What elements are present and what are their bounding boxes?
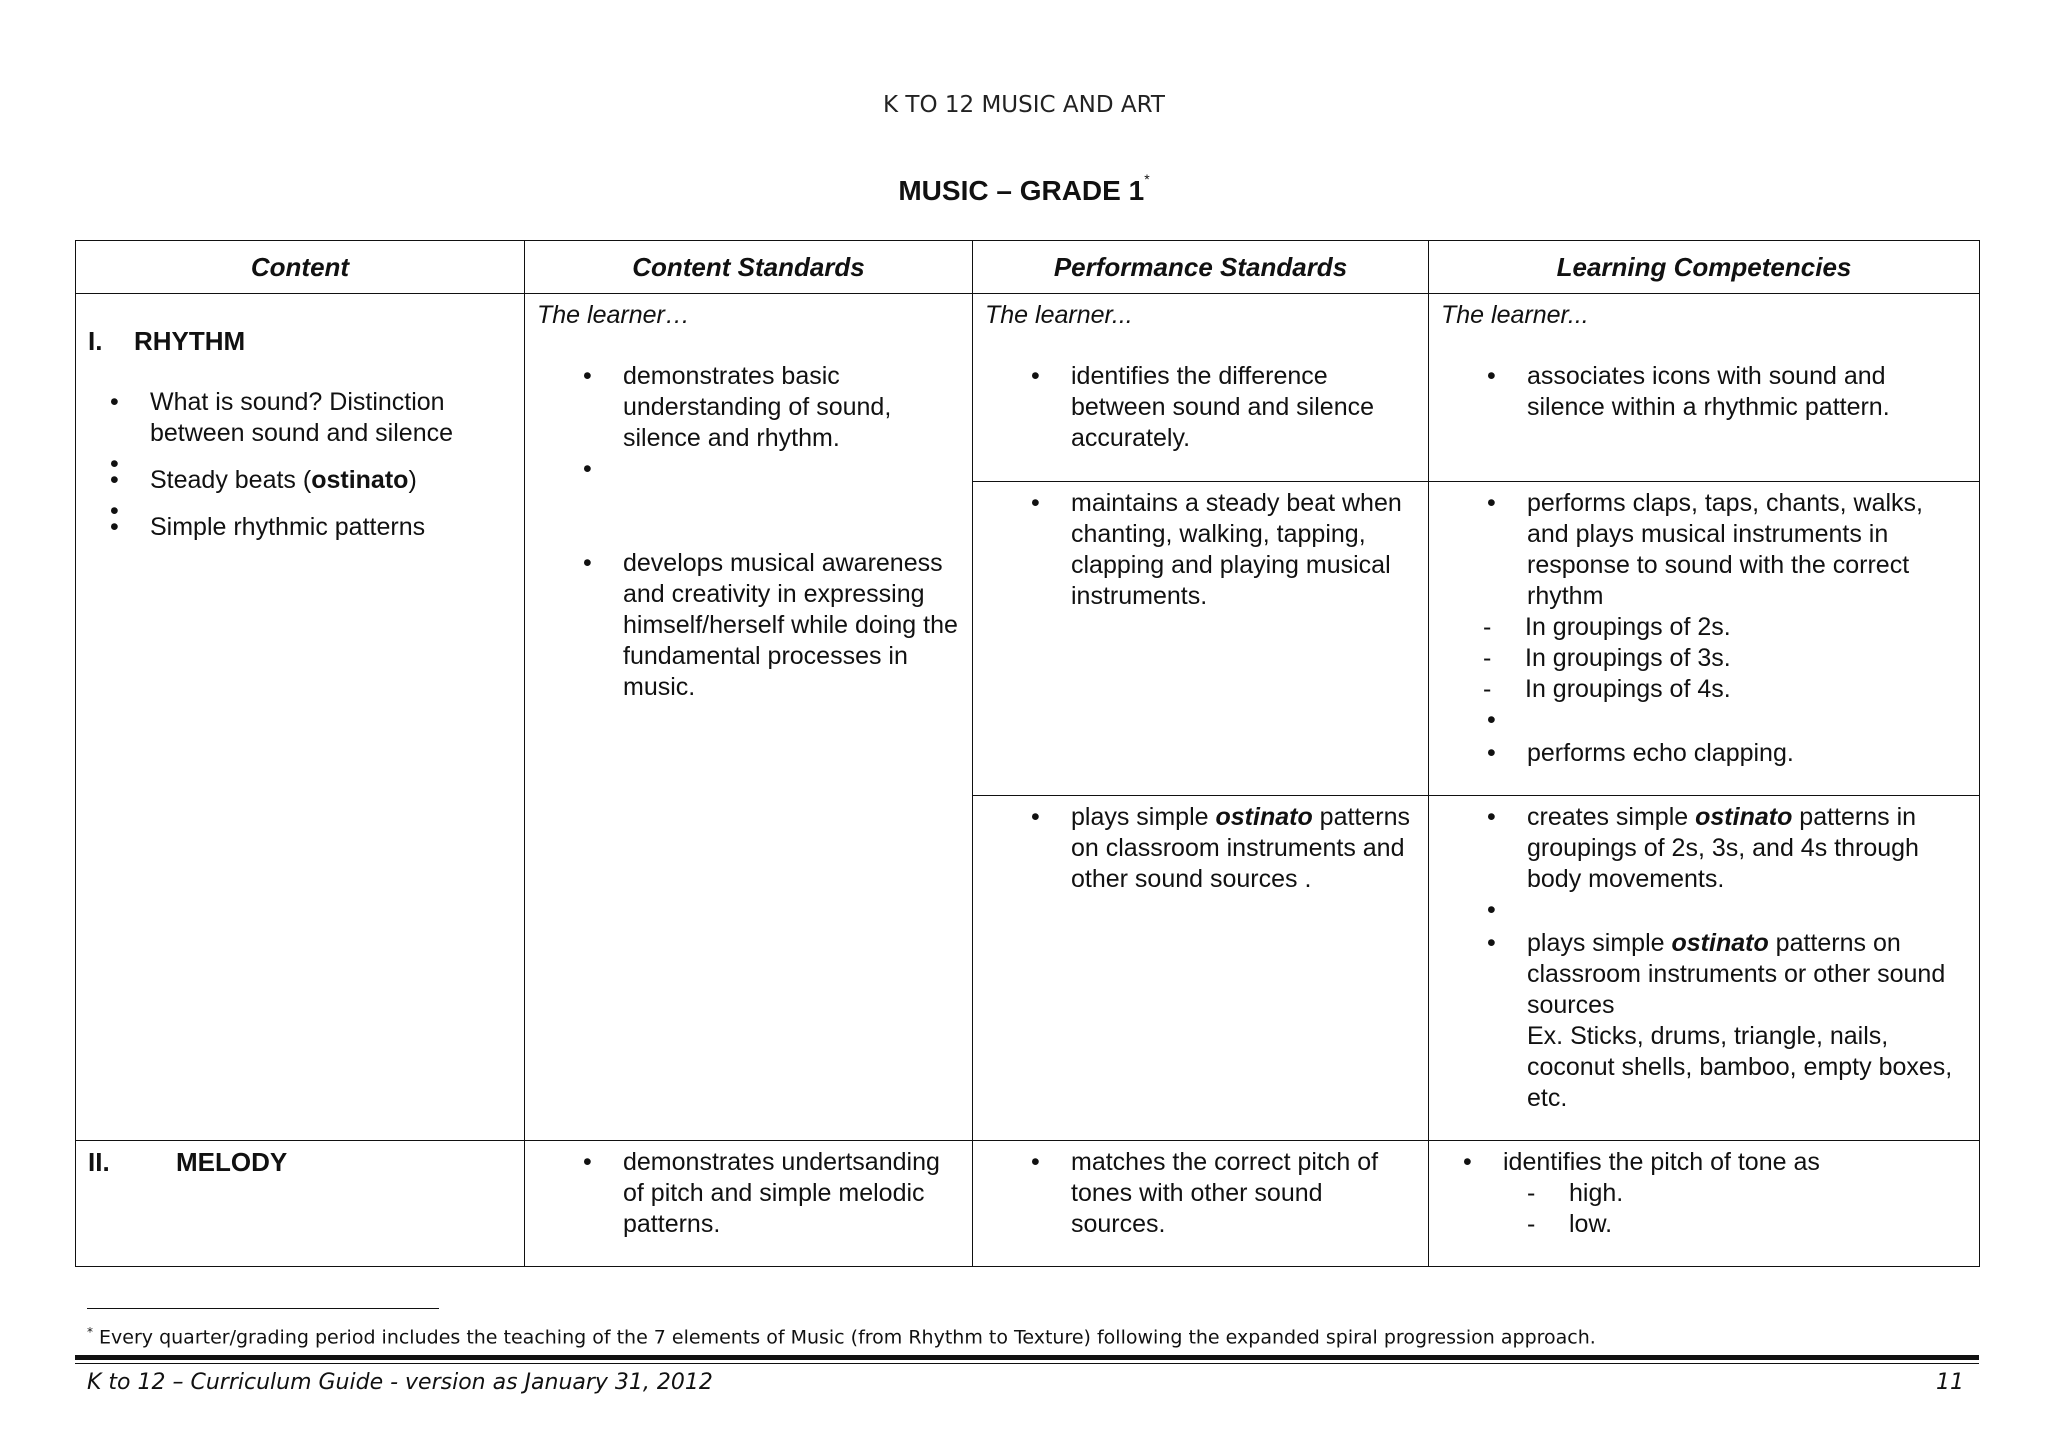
section-name: MELODY <box>176 1147 288 1177</box>
content-cell-melody <box>76 1141 525 1267</box>
grouping-item: - In groupings of 2s. <box>1483 612 1969 643</box>
footnote-mark: * <box>87 1325 93 1339</box>
grouping-list <box>1483 612 1969 705</box>
column-header-content-standards: Content Standards <box>525 241 973 294</box>
table-row <box>76 1141 1980 1267</box>
footnote-text: Every quarter/grading period includes the teaching of the 7 elements of Music (from Rhythm to Texture) following the expanded spiral progression approach. <box>93 1326 1596 1349</box>
title-footnote-mark: * <box>1144 171 1150 187</box>
list-spacer <box>1441 895 1969 928</box>
list-item: • demonstrates undertsanding of pitch and simple melodic patterns. <box>537 1147 962 1240</box>
content-standards-cell-melody <box>525 1141 973 1267</box>
list-spacer <box>1441 705 1969 738</box>
list-item <box>1441 488 1969 705</box>
section-heading-rhythm <box>88 326 514 357</box>
column-header-content: Content <box>76 241 525 294</box>
list-item: • associates icons with sound and silence within a rhythmic pattern. <box>1441 361 1969 423</box>
list-item: • develops musical awareness and creativity in expressing himself/herself while doing the fundamental processes in music. <box>537 548 962 703</box>
list-spacer <box>88 449 514 465</box>
topic-bold-term: ostinato <box>311 466 409 494</box>
list-item <box>985 802 1418 895</box>
learner-lead: The learner... <box>985 301 1133 329</box>
pitch-item: - high. <box>1527 1178 1969 1209</box>
bold-term: ostinato <box>1671 929 1769 957</box>
competency-text: plays simple <box>1527 929 1672 957</box>
curriculum-table <box>75 240 1980 1267</box>
section-number: I. <box>88 326 103 356</box>
pitch-list <box>1527 1178 1969 1240</box>
page-number: 11 <box>1936 1370 1964 1395</box>
document-header: K TO 12 MUSIC AND ART <box>883 92 1165 118</box>
bold-term: ostinato <box>1695 803 1793 831</box>
competency-cell-melody <box>1429 1141 1980 1267</box>
list-spacer <box>88 496 514 512</box>
standards-list <box>537 361 962 703</box>
performance-cell-1 <box>973 294 1429 482</box>
footer-rule-thin <box>75 1363 1979 1364</box>
list-item: • maintains a steady beat when chanting, walking, tapping, clapping and playing musical instruments. <box>985 488 1418 612</box>
footnote-rule <box>87 1308 439 1309</box>
table-header-row <box>76 241 1980 294</box>
topic-list <box>88 387 514 543</box>
list-item: • identifies the difference between sound and silence accurately. <box>985 361 1418 454</box>
footer-rule-thick <box>75 1355 1979 1360</box>
competency-cell-3 <box>1429 796 1980 1141</box>
title-text: MUSIC – GRADE 1 <box>898 175 1145 206</box>
footer-guide-version: K to 12 – Curriculum Guide - version as January 31, 2012 <box>87 1370 713 1395</box>
grouping-item: - In groupings of 3s. <box>1483 643 1969 674</box>
competency-list <box>1441 361 1969 423</box>
table-row <box>76 294 1980 482</box>
performance-list <box>985 361 1418 454</box>
list-item: • demonstrates basic understanding of sound, silence and rhythm. <box>537 361 962 454</box>
topic-text: ) <box>408 466 417 494</box>
content-cell-rhythm <box>76 294 525 1141</box>
column-header-performance-standards: Performance Standards <box>973 241 1429 294</box>
learner-lead: The learner… <box>537 301 690 329</box>
bold-term: ostinato <box>1215 803 1313 831</box>
list-item: • matches the correct pitch of tones with other sound sources. <box>985 1147 1418 1240</box>
pitch-item: - low. <box>1527 1209 1969 1240</box>
performance-cell-melody <box>973 1141 1429 1267</box>
performance-text: patterns on classroom instruments and other sound sources . <box>1071 803 1410 893</box>
competency-cell-2 <box>1429 482 1980 796</box>
performance-list <box>985 488 1418 612</box>
standards-list <box>537 1147 962 1240</box>
section-name: RHYTHM <box>134 326 246 356</box>
competency-text: patterns in groupings of 2s, 3s, and 4s through body movements. <box>1527 803 1919 893</box>
topic-text: Steady beats ( <box>150 466 312 494</box>
list-item <box>88 512 514 543</box>
competency-text: creates simple <box>1527 803 1696 831</box>
section-number: II. <box>88 1147 110 1177</box>
topic-text: Simple rhythmic patterns <box>150 513 426 541</box>
list-item <box>88 387 514 449</box>
topic-text: What is sound? Distinction between sound and silence <box>150 388 454 447</box>
performance-list <box>985 1147 1418 1240</box>
list-spacer <box>537 454 962 548</box>
competency-list <box>1441 1147 1969 1240</box>
performance-text: plays simple <box>1071 803 1216 831</box>
competency-text: patterns on classroom instruments or other sound sources <box>1527 929 1946 1019</box>
page-title <box>0 171 2048 207</box>
competency-text: performs claps, taps, chants, walks, and plays musical instruments in response to sound with the correct rhythm <box>1527 489 1923 610</box>
performance-list <box>985 802 1418 895</box>
competency-cell-1 <box>1429 294 1980 482</box>
competency-text: identifies the pitch of tone as <box>1503 1148 1820 1176</box>
list-item <box>1441 802 1969 895</box>
competency-example: Ex. Sticks, drums, triangle, nails, coconut shells, bamboo, empty boxes, etc. <box>1527 1022 1953 1112</box>
section-heading-melody <box>76 1141 524 1184</box>
column-header-learning-competencies: Learning Competencies <box>1429 241 1980 294</box>
learner-lead: The learner... <box>1441 301 1589 329</box>
list-item <box>1441 928 1969 1114</box>
competency-list <box>1441 488 1969 769</box>
list-item: • performs echo clapping. <box>1441 738 1969 769</box>
grouping-item: - In groupings of 4s. <box>1483 674 1969 705</box>
competency-list <box>1441 802 1969 1114</box>
performance-cell-3 <box>973 796 1429 1141</box>
performance-cell-2 <box>973 482 1429 796</box>
footnote <box>87 1325 1596 1348</box>
content-standards-cell-rhythm <box>525 294 973 1141</box>
list-item <box>1441 1147 1969 1240</box>
list-item <box>88 465 514 496</box>
